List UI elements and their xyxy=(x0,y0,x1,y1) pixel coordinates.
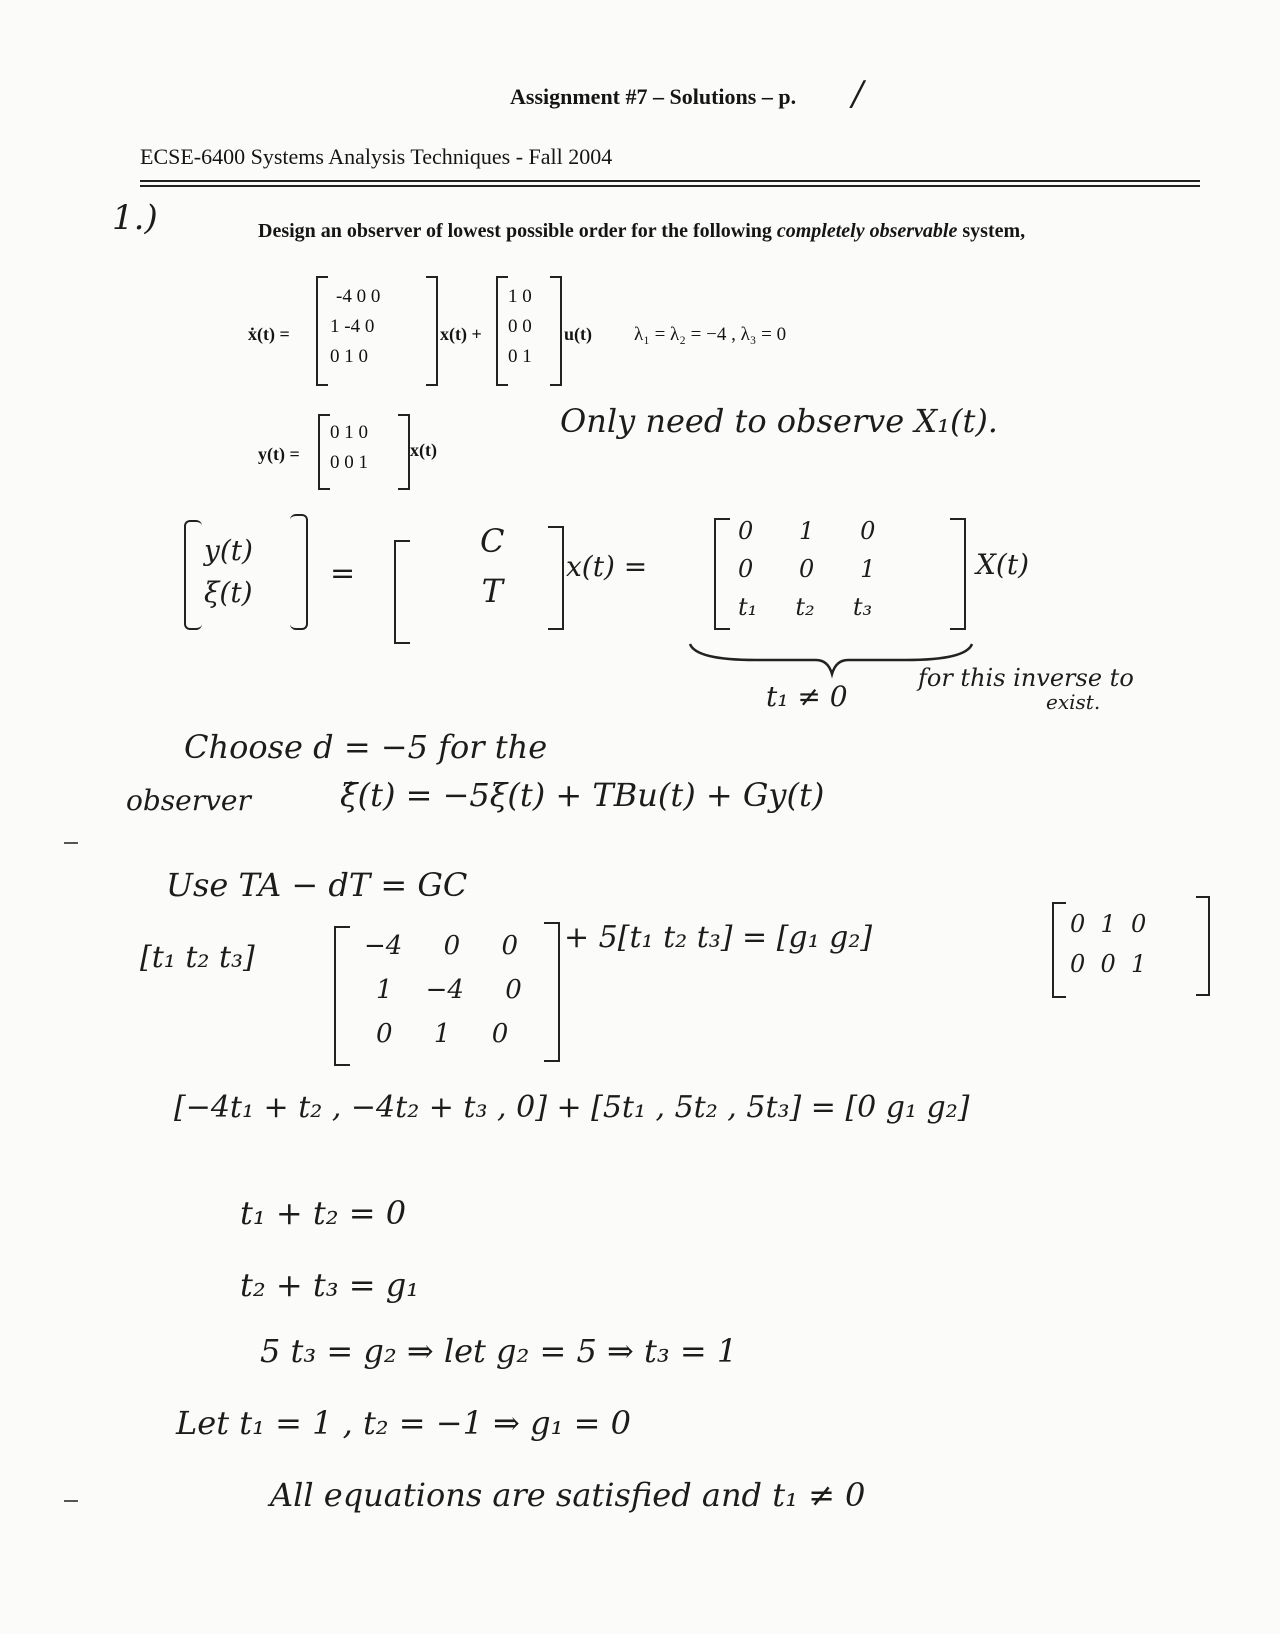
A-row-2: 1 -4 0 xyxy=(330,316,375,337)
lhs-vec-bracket-right xyxy=(290,514,308,630)
use-A-bracket-left xyxy=(334,926,350,1066)
use-plus-term: + 5[t₁ t₂ t₃] = [g₁ g₂] xyxy=(564,920,873,955)
rhs-matrix-bracket-right xyxy=(950,518,966,630)
A-bracket-right xyxy=(426,276,438,386)
problem-statement xyxy=(258,220,1025,243)
use-A-bracket-right xyxy=(544,922,560,1062)
equation-3: 5 t₃ = g₂ ⇒ let g₂ = 5 ⇒ t₃ = 1 xyxy=(260,1332,738,1370)
margin-tick-1 xyxy=(64,842,78,844)
lhs-equals: = xyxy=(330,556,356,591)
CT-matrix xyxy=(480,516,504,616)
CT-bracket-right xyxy=(548,526,564,630)
use-A-row-1: −4 0 0 xyxy=(364,931,519,961)
nonzero-condition: t₁ ≠ 0 xyxy=(766,680,848,713)
page-number-mark: / xyxy=(852,74,864,114)
C-row-2: 0 0 1 xyxy=(330,452,368,473)
C-bracket-right xyxy=(398,414,410,490)
CT-tail: x(t) = xyxy=(566,550,648,583)
B-matrix xyxy=(508,282,532,372)
use-line: Use TA − dT = GC xyxy=(166,866,468,904)
use-C-matrix xyxy=(1070,904,1146,984)
lhs-row-y: y(t) xyxy=(204,534,253,567)
rhs-row-1: 0 1 0 xyxy=(738,517,876,545)
CT-row-C: C xyxy=(480,522,505,560)
B-bracket-right xyxy=(550,276,562,386)
header-rule-top xyxy=(140,180,1200,182)
rhs-row-3: t₁ t₂ t₃ xyxy=(738,593,873,621)
rhs-matrix xyxy=(738,512,875,626)
C-bracket-left xyxy=(318,414,330,490)
A-matrix xyxy=(330,282,380,372)
use-C-row-2: 0 0 1 xyxy=(1070,950,1147,978)
use-A-row-2: 1 −4 0 xyxy=(376,975,522,1005)
A-bracket-left xyxy=(316,276,328,386)
observer-word: observer xyxy=(126,784,251,817)
state-eq-lhs: ẋ(t) = xyxy=(248,324,290,344)
C-row-1: 0 1 0 xyxy=(330,422,368,443)
rhs-matrix-bracket-left xyxy=(714,518,730,630)
course-line: ECSE-6400 Systems Analysis Techniques - Fall 2004 xyxy=(140,144,613,169)
B-row-3: 0 1 xyxy=(508,346,532,367)
C-matrix xyxy=(330,418,368,478)
A-row-1: -4 0 0 xyxy=(336,286,381,307)
margin-tick-2 xyxy=(64,1500,78,1502)
rhs-row-2: 0 0 1 xyxy=(738,555,876,583)
use-C-bracket-right xyxy=(1196,896,1210,996)
statement-emphasis: completely observable xyxy=(776,220,958,242)
use-A-matrix xyxy=(364,924,522,1056)
T-vector: [t₁ t₂ t₃] xyxy=(140,940,255,975)
conclusion-line: All equations are satisfied and t₁ ≠ 0 xyxy=(270,1476,866,1514)
CT-row-T: T xyxy=(481,572,503,610)
page-title xyxy=(510,84,796,110)
inverse-note-2: exist. xyxy=(1046,690,1101,714)
equation-2: t₂ + t₃ = g₁ xyxy=(240,1266,419,1304)
inverse-note-1: for this inverse to xyxy=(918,664,1134,692)
state-eq-tail: u(t) xyxy=(564,324,592,344)
statement-pre: Design an observer of lowest possible order for the following xyxy=(258,220,777,242)
use-C-row-1: 0 1 0 xyxy=(1070,910,1147,938)
problem-number: 1.) xyxy=(112,198,158,238)
observe-note: Only need to observe X₁(t). xyxy=(560,402,998,440)
eigenvalues: λ₁ = λ₂ = −4 , λ₃ = 0 xyxy=(634,324,787,345)
B-row-1: 1 0 xyxy=(508,286,532,307)
lhs-vec-bracket-left xyxy=(184,520,202,630)
output-eq-tail: x(t) xyxy=(410,440,437,460)
let-line: Let t₁ = 1 , t₂ = −1 ⇒ g₁ = 0 xyxy=(176,1404,631,1442)
title-text: Assignment #7 – Solutions – p. xyxy=(510,84,797,109)
observer-equation: ξ̇(t) = −5ξ(t) + TBu(t) + Gy(t) xyxy=(340,776,825,814)
use-C-bracket-left xyxy=(1052,902,1066,998)
CT-bracket-left xyxy=(394,540,410,644)
A-row-3: 0 1 0 xyxy=(330,346,368,367)
output-eq-lhs: y(t) = xyxy=(258,444,300,464)
expanded-equation: [−4t₁ + t₂ , −4t₂ + t₃ , 0] + [5t₁ , 5t₂ , 5t₃] = [0 g₁ g₂] xyxy=(174,1090,970,1125)
use-A-row-3: 0 1 0 xyxy=(376,1019,509,1049)
lhs-row-xi: ξ(t) xyxy=(204,576,253,609)
rhs-tail: X(t) xyxy=(976,548,1030,581)
B-bracket-left xyxy=(496,276,508,386)
lhs-vector xyxy=(204,530,253,614)
choose-line: Choose d = −5 for the xyxy=(184,728,548,766)
B-row-2: 0 0 xyxy=(508,316,532,337)
state-eq-mid: x(t) + xyxy=(440,324,482,344)
statement-post: system, xyxy=(957,220,1026,242)
equation-1: t₁ + t₂ = 0 xyxy=(240,1194,407,1232)
header-rule-bottom xyxy=(140,185,1200,187)
